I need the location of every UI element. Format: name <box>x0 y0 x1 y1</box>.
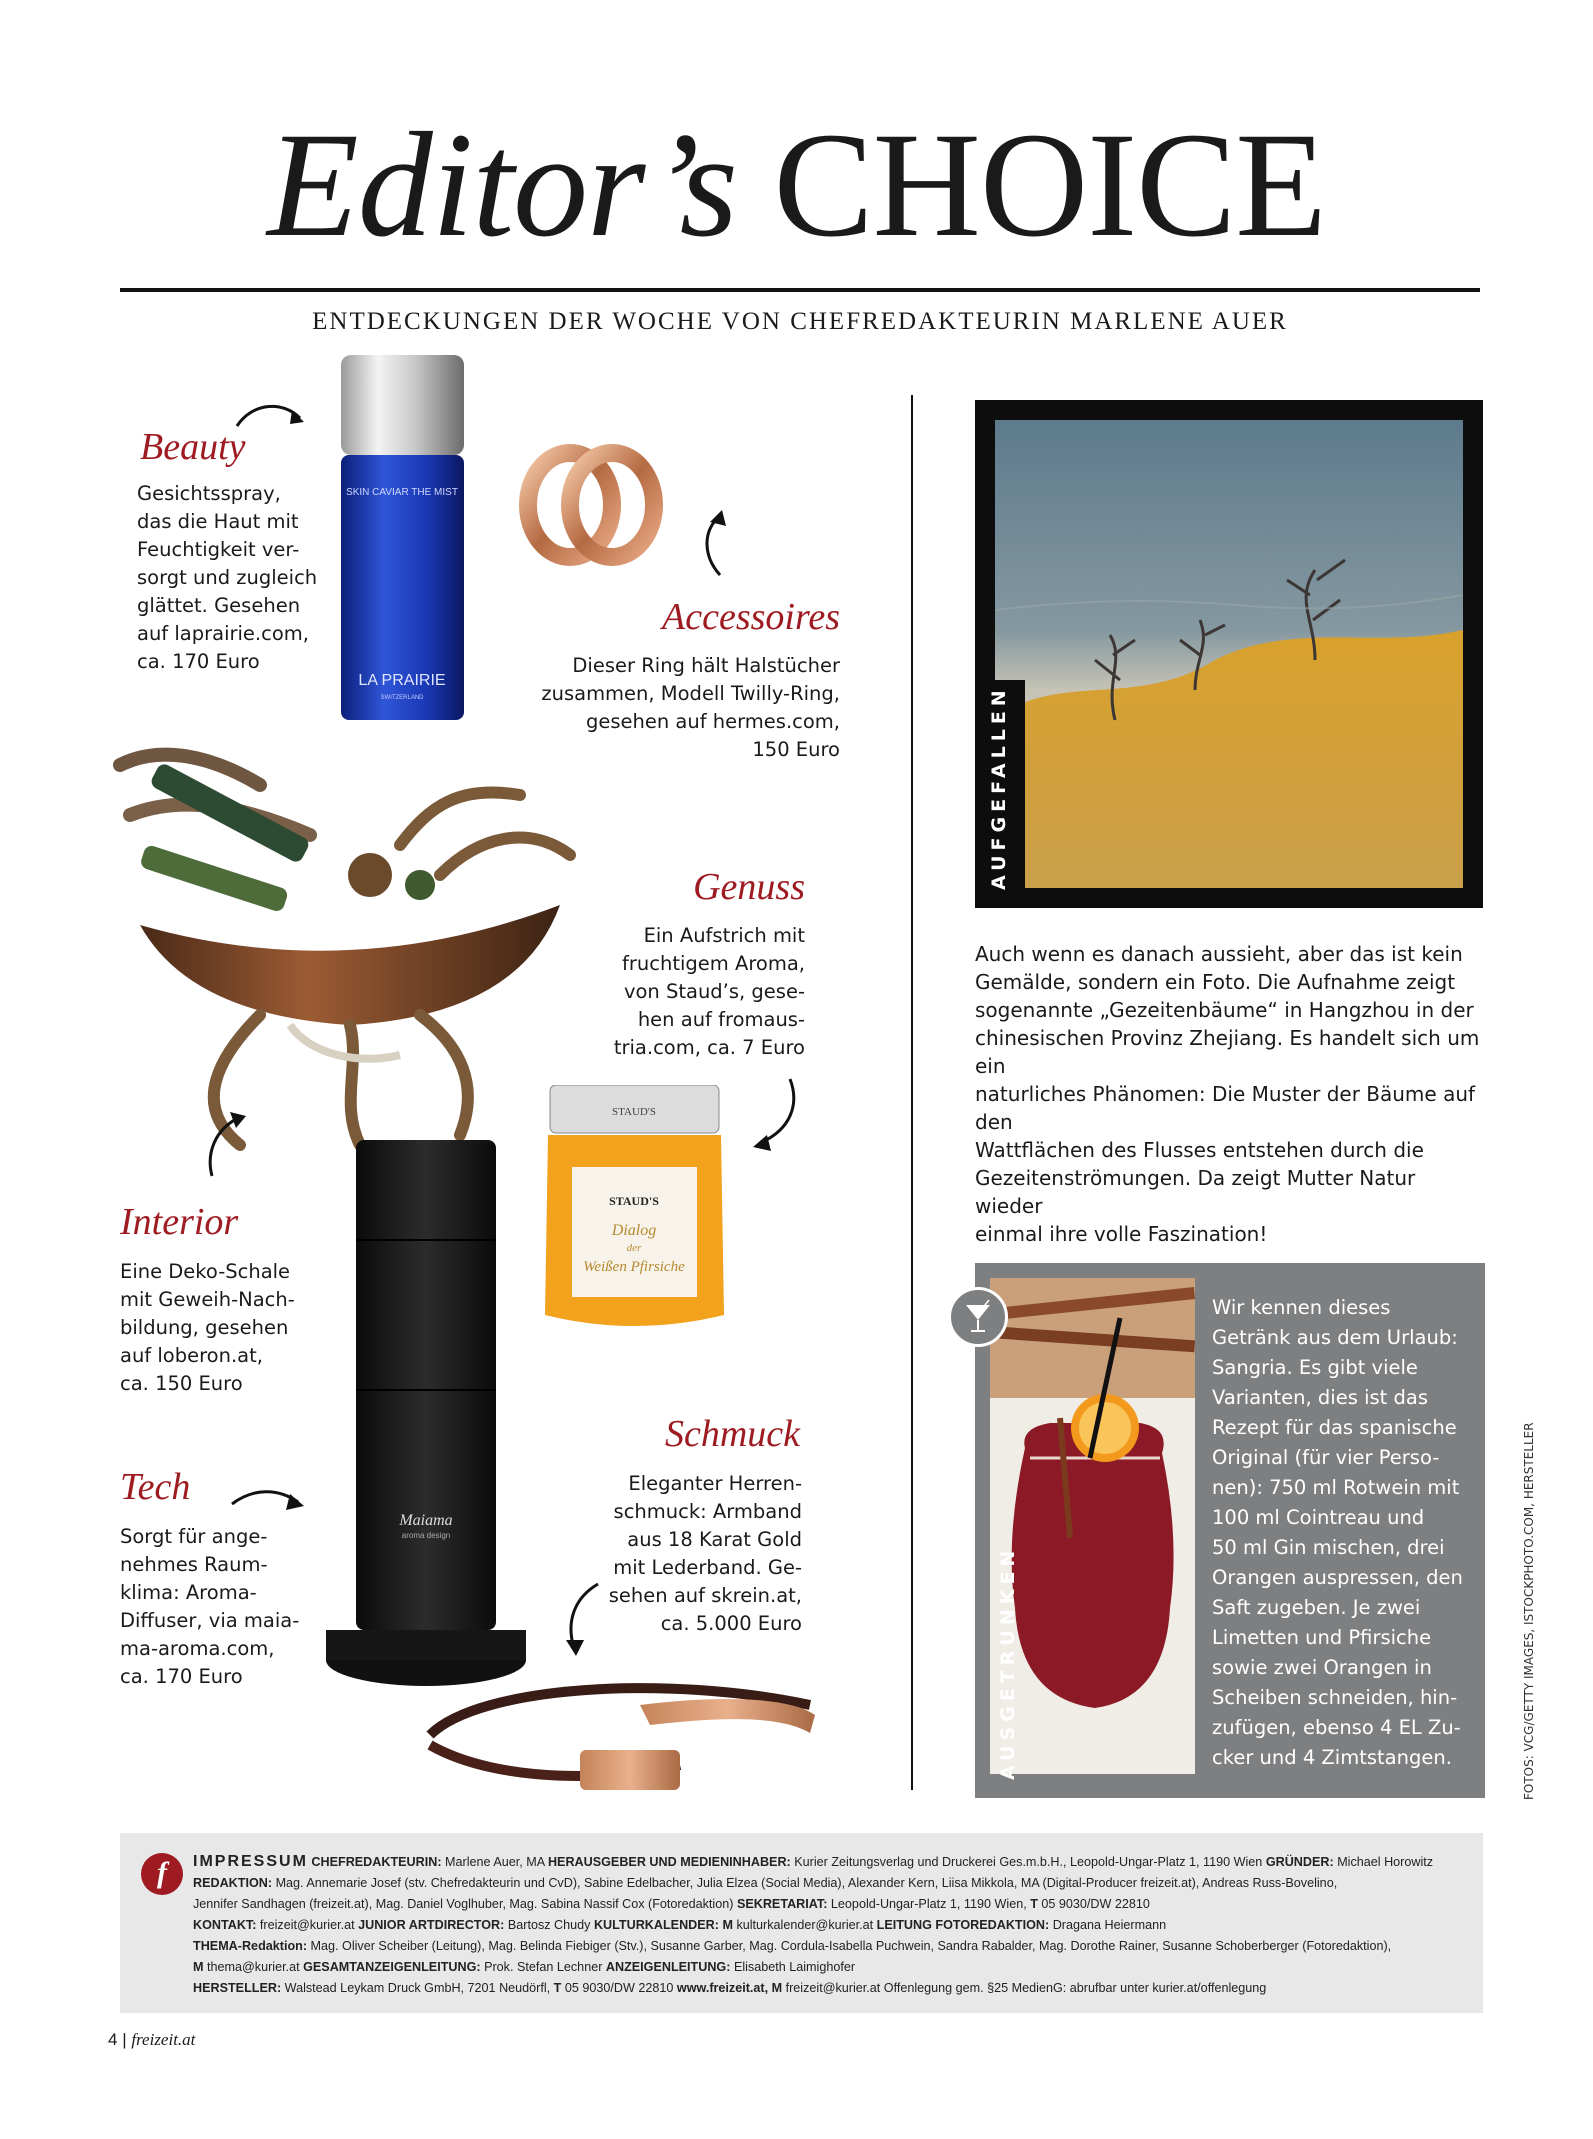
impressum-run: KULTURKALENDER: M <box>593 1918 737 1932</box>
jar-line3: Weißen Pfirsiche <box>583 1259 685 1275</box>
jar-line1: Dialog <box>611 1222 657 1239</box>
desc-schmuck: Eleganter Herren- schmuck: Armband aus 18 Karat Gold mit Lederband. Ge- sehen auf skrein.at, ca. 5.000 Euro <box>608 1472 802 1635</box>
photo-credits: FOTOS: VCG/GETTY IMAGES, ISTOCKPHOTO.COM, HERSTELLER <box>1522 1422 1536 1800</box>
impressum-line <box>193 1957 1476 1978</box>
jar-line2: der <box>626 1242 642 1254</box>
desc-beauty: Gesichtsspray, das die Haut mit Feuchtigkeit ver- sorgt und zugleich glättet. Gesehen auf laprairie.com, ca. 170 Euro <box>137 482 318 673</box>
impressum-run: CHEFREDAKTEURIN: <box>311 1855 446 1869</box>
impressum-run: Leopold-Ungar-Platz 1, 1190 Wien, <box>830 1897 1031 1911</box>
impressum-run: KONTAKT: <box>193 1918 260 1932</box>
impressum-line <box>193 1978 1476 1999</box>
impressum-run: freizeit@kurier.at <box>259 1918 359 1932</box>
impressum-run: THEMA-Redaktion: <box>193 1939 311 1953</box>
title-caps: CHOICE <box>773 102 1326 268</box>
freizeit-logo: f <box>141 1853 183 1895</box>
product-image-schmuck <box>420 1665 825 1805</box>
device-sub: aroma design <box>401 1531 451 1540</box>
impressum-heading: IMPRESSUM <box>193 1853 308 1870</box>
impressum-run: Michael Horowitz <box>1337 1855 1434 1869</box>
impressum-line <box>193 1851 1476 1873</box>
arrow-tech-icon <box>228 1482 308 1527</box>
impressum-line <box>193 1894 1476 1915</box>
impressum-line <box>193 1936 1476 1957</box>
ausgetrunken-label: AUSGETRUNKEN <box>997 1545 1019 1780</box>
desc-accessoires: Dieser Ring hält Halstücher zusammen, Modell Twilly-Ring, gesehen auf hermes.com, 150 Euro <box>541 654 840 761</box>
impressum-run: Kurier Zeitungsverlag und Druckerei Ges.m.b.H., Leopold-Ungar-Platz 1, 1190 Wien <box>794 1855 1266 1869</box>
impressum-run: 05 9030/DW 22810 <box>1041 1897 1150 1911</box>
product-image-tech <box>318 1140 533 1690</box>
impressum-run: ANZEIGENLEITUNG: <box>605 1960 734 1974</box>
impressum-run: Elisabeth Laimighofer <box>733 1960 856 1974</box>
footer-brand: freizeit.at <box>131 2030 196 2049</box>
jar-brand: STAUD'S <box>609 1194 659 1208</box>
impressum-run: kulturkalender@kurier.at <box>736 1918 877 1932</box>
impressum-run: SEKRETARIAT: <box>736 1897 831 1911</box>
impressum-run: REDAKTION: <box>193 1876 276 1890</box>
aufgefallen-photo <box>995 420 1463 888</box>
impressum-line <box>193 1873 1476 1894</box>
impressum-run: T <box>553 1981 565 1995</box>
impressum-run: M <box>193 1960 207 1974</box>
impressum-run: Marlene Auer, MA <box>445 1855 548 1869</box>
impressum-run: JUNIOR ARTDIRECTOR: <box>358 1918 508 1932</box>
bottle-brand-sub: SWITZERLAND <box>380 695 424 701</box>
product-image-beauty <box>335 355 470 720</box>
category-interior: Interior <box>120 1201 239 1243</box>
impressum-run: 05 9030/DW 22810 <box>564 1981 677 1995</box>
ausgetrunken-text: Wir kennen dieses Getränk aus dem Urlaub: Sangria. Es gibt viele Varianten, dies ist das Rezept für das spanische Original (für vier Perso- nen): 750 ml Rotwein mit 100 ml Cointreau und 50 ml Gin mischen, drei Orangen auspressen, den Saft zugeben. Je zwei Limetten und Pfirsiche sowie zwei Orangen in Scheiben schneiden, hin- zufügen, ebenso 4 EL Zu- cker und 4 Zimtstangen. <box>1212 1296 1463 1769</box>
impressum-run: Prok. Stefan Lechner <box>484 1960 606 1974</box>
bottle-label: SKIN CAVIAR THE MIST <box>346 487 458 498</box>
arrow-interior-icon <box>200 1108 260 1183</box>
impressum-run: www.freizeit.at, M <box>676 1981 786 1995</box>
impressum-run: GESAMTANZEIGENLEITUNG: <box>303 1960 485 1974</box>
category-schmuck: Schmuck <box>664 1413 800 1455</box>
impressum-run: Mag. Annemarie Josef (stv. Chefredakteurin und CvD), Sabine Edelbacher, Julia Elzea (Social Media), Alexander Kern, Liisa Mikkola, MA (Digital-Producer freizeit.at), Andreas Russ-Bovelino, <box>275 1876 1338 1890</box>
impressum-run: T <box>1030 1897 1042 1911</box>
category-accessoires: Accessoires <box>662 596 840 638</box>
title-rule <box>120 288 1480 292</box>
impressum-line <box>193 1915 1476 1936</box>
category-genuss: Genuss <box>693 866 805 908</box>
impressum-text <box>193 1851 1476 1999</box>
desc-tech: Sorgt für ange- nehmes Raum- klima: Aroma- Diffuser, via maia- ma-aroma.com, ca. 170 Euro <box>120 1525 300 1688</box>
category-beauty: Beauty <box>140 426 246 468</box>
cocktail-glass-icon <box>948 1287 1008 1347</box>
impressum-run: LEITUNG FOTOREDAKTION: <box>876 1918 1053 1932</box>
page-title <box>0 102 1593 268</box>
impressum-run: thema@kurier.at <box>207 1960 304 1974</box>
product-image-interior <box>100 725 600 1165</box>
bottle-brand: LA PRAIRIE <box>358 672 446 689</box>
impressum-run: GRÜNDER: <box>1265 1855 1338 1869</box>
arrow-beauty-icon <box>232 398 312 443</box>
jar-lid-brand: STAUD'S <box>612 1106 656 1118</box>
impressum-run: freizeit@kurier.at Offenlegung gem. §25 MedienG: abrufbar unter kurier.at/offenlegung <box>785 1981 1267 1995</box>
impressum-run: HERAUSGEBER UND MEDIENINHABER: <box>547 1855 795 1869</box>
product-image-genuss <box>542 1085 727 1333</box>
column-divider <box>911 395 913 1790</box>
desc-genuss: Ein Aufstrich mit fruchtigem Aroma, von Staud’s, gese- hen auf fromaus- tria.com, ca. 7 Euro <box>613 924 805 1059</box>
impressum-run: HERSTELLER: <box>193 1981 285 1995</box>
impressum-run: Jennifer Sandhagen (freizeit.at), Mag. Daniel Voglhuber, Mag. Sabina Nassif Cox (Fotoredaktion) <box>193 1897 737 1911</box>
arrow-schmuck-icon <box>560 1580 610 1665</box>
page-footer: 4 | freizeit.at <box>108 2030 196 2049</box>
aufgefallen-label: AUFGEFALLEN <box>988 685 1010 890</box>
product-image-accessoires <box>515 430 665 580</box>
impressum-run: Bartosz Chudy <box>507 1918 594 1932</box>
sangria-photo <box>990 1278 1195 1774</box>
impressum-run: Mag. Oliver Scheiber (Leitung), Mag. Belinda Fiebiger (Stv.), Susanne Garber, Mag. Cordula-Isabella Puchwein, Sandra Rabalder, Mag. Dorothe Rainer, Susanne Schoberberger (Fotoredaktion), <box>310 1939 1392 1953</box>
impressum-run: Dragana Heiermann <box>1052 1918 1167 1932</box>
page-number: 4 <box>108 2030 118 2049</box>
aufgefallen-text: Auch wenn es danach aussieht, aber das ist kein Gemälde, sondern ein Foto. Die Aufnahme zeigt sogenannte „Gezeitenbäume“ in Hangzhou in der chinesischen Provinz Zhejiang. Es handelt sich um ein naturliches Phänomen: Die Muster der Bäume auf den Wattflächen des Flusses entstehen durch die Gezeitenströmungen. Da zeigt Mutter Natur wieder einmal ihre volle Faszination! <box>975 942 1480 1246</box>
arrow-accessoires-icon <box>700 510 740 585</box>
title-italic: Editor’s <box>267 102 738 268</box>
category-tech: Tech <box>120 1466 191 1508</box>
subtitle: ENTDECKUNGEN DER WOCHE VON CHEFREDAKTEURIN MARLENE AUER <box>312 308 1288 335</box>
arrow-genuss-icon <box>745 1075 805 1160</box>
device-brand: Maiama <box>399 1512 453 1529</box>
aufgefallen-tag <box>975 680 1025 908</box>
desc-interior: Eine Deko-Schale mit Geweih-Nach- bildung, gesehen auf loberon.at, ca. 150 Euro <box>120 1260 295 1395</box>
impressum-run: Walstead Leykam Druck GmbH, 7201 Neudörfl, <box>284 1981 554 1995</box>
